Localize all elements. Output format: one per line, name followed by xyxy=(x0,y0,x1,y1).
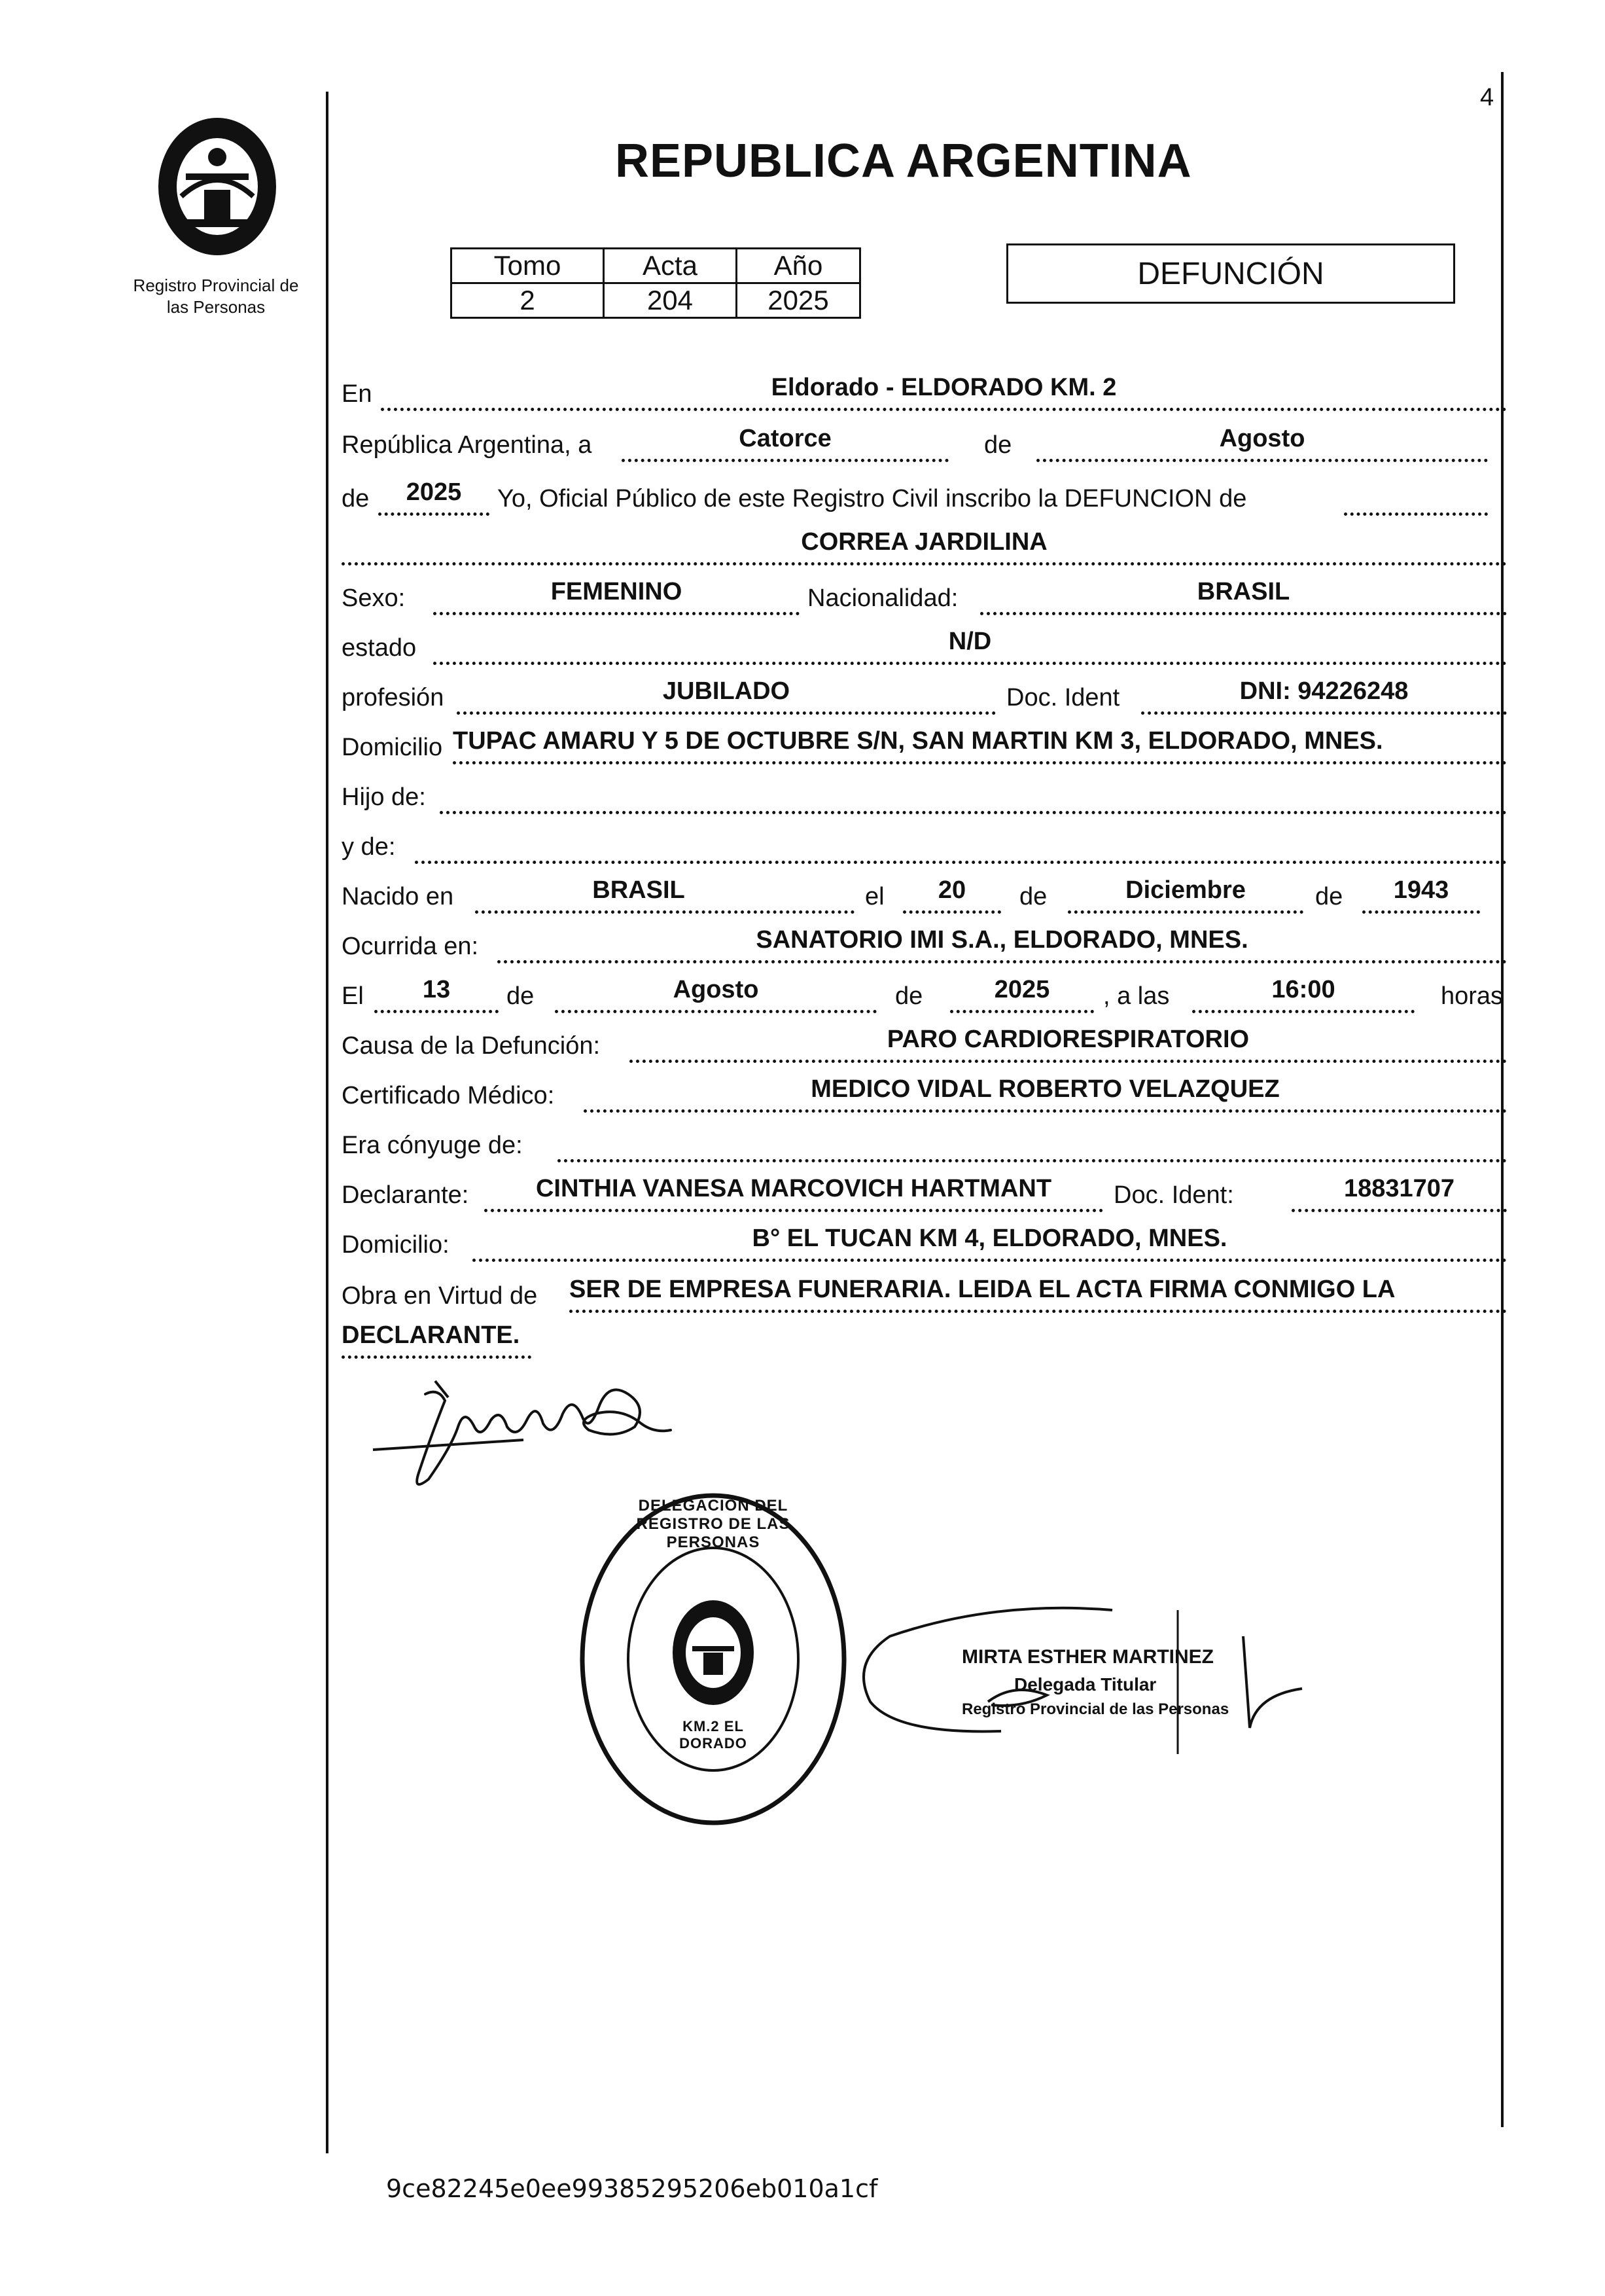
official-title: Delegada Titular xyxy=(1014,1674,1157,1695)
dotted-line xyxy=(433,662,1507,665)
row-declarante xyxy=(342,1169,1507,1213)
field-doc-ident: DNI: 94226248 xyxy=(1239,677,1409,705)
row-anio-inscripcion xyxy=(342,473,1507,517)
field-defuncion-dia: 13 xyxy=(422,976,451,1003)
seal-caption xyxy=(118,275,314,317)
label-de: de xyxy=(984,431,1012,459)
dotted-line xyxy=(622,459,949,462)
document-hash: 9ce82245e0ee99385295206eb010a1cf xyxy=(386,2174,878,2203)
label-de: de xyxy=(342,485,370,512)
record-table-header: Acta xyxy=(604,249,737,283)
label-y-de: y de: xyxy=(342,833,396,861)
label-certificado: Certificado Médico: xyxy=(342,1082,555,1109)
label-declarante: Declarante: xyxy=(342,1181,469,1209)
label-domicilio: Domicilio: xyxy=(342,1231,450,1259)
stamp-ring-text: DELEGACIÓN DEL REGISTRO DE LAS PERSONAS xyxy=(636,1497,790,1551)
label-causa: Causa de la Defunción: xyxy=(342,1032,601,1060)
page-number: 4 xyxy=(1480,84,1494,111)
dotted-line xyxy=(1036,459,1488,462)
row-y-de xyxy=(342,821,1507,865)
row-fecha-inscripcion xyxy=(342,419,1507,463)
record-table-header: Tomo xyxy=(451,249,604,283)
field-nacionalidad: BRASIL xyxy=(1197,578,1290,605)
label-ocurrida-en: Ocurrida en: xyxy=(342,933,479,960)
field-lugar: Eldorado - ELDORADO KM. 2 xyxy=(771,374,1117,401)
field-declarante-domicilio: B° EL TUCAN KM 4, ELDORADO, MNES. xyxy=(752,1225,1227,1252)
dotted-line xyxy=(457,711,996,715)
label-de: de xyxy=(895,982,923,1010)
record-type: DEFUNCIÓN xyxy=(1137,256,1324,291)
record-type-box xyxy=(1006,243,1455,304)
row-domicilio xyxy=(342,721,1507,766)
dotted-line xyxy=(1292,1209,1507,1212)
left-margin-line xyxy=(326,92,328,2153)
dotted-line xyxy=(497,960,1507,963)
row-profesion-doc xyxy=(342,672,1507,716)
dotted-line xyxy=(1068,910,1303,914)
field-declarante: CINTHIA VANESA MARCOVICH HARTMANT xyxy=(535,1175,1052,1202)
label-estado: estado xyxy=(342,634,417,662)
field-defuncion-hora: 16:00 xyxy=(1271,976,1335,1003)
official-stamp xyxy=(851,1597,1322,1774)
label-inscripcion-texto: Yo, Oficial Público de este Registro Civil inscribo la DEFUNCION de xyxy=(497,485,1247,512)
stamp-inner-text: KM.2 EL DORADO xyxy=(679,1718,747,1751)
row-nombre xyxy=(342,522,1507,567)
field-profesion: JUBILADO xyxy=(662,677,790,705)
dotted-line xyxy=(342,1355,531,1359)
label-profesion: profesión xyxy=(342,684,444,711)
record-table-header-row xyxy=(451,249,860,283)
row-nacimiento xyxy=(342,870,1507,915)
dotted-line xyxy=(1192,1010,1415,1013)
dotted-line xyxy=(555,1010,877,1013)
field-mes-inscripcion: Agosto xyxy=(1219,425,1305,452)
row-sexo-nacionalidad xyxy=(342,572,1507,617)
dotted-line xyxy=(472,1259,1507,1262)
official-name: MIRTA ESTHER MARTINEZ xyxy=(962,1646,1214,1668)
row-conyuge xyxy=(342,1119,1507,1164)
row-obra xyxy=(342,1270,1507,1314)
row-obra-cont xyxy=(342,1316,1507,1360)
field-nacimiento-anio: 1943 xyxy=(1393,876,1449,904)
label-el: El xyxy=(342,982,364,1010)
row-causa xyxy=(342,1020,1507,1064)
record-table-value-row xyxy=(451,283,860,318)
dotted-line xyxy=(484,1209,1103,1212)
label-hijo-de: Hijo de: xyxy=(342,783,426,811)
label-a-las: , a las xyxy=(1103,982,1170,1010)
row-certificado xyxy=(342,1069,1507,1114)
field-nacimiento-mes: Diciembre xyxy=(1125,876,1246,904)
dotted-line xyxy=(415,861,1507,864)
dotted-line xyxy=(374,1010,499,1013)
dotted-line xyxy=(557,1159,1507,1162)
label-nacionalidad: Nacionalidad: xyxy=(807,584,959,612)
dotted-line xyxy=(903,910,1001,914)
field-defuncion-mes: Agosto xyxy=(673,976,759,1003)
dotted-line xyxy=(381,408,1507,411)
label-sexo: Sexo: xyxy=(342,584,406,612)
official-office: Registro Provincial de las Personas xyxy=(962,1700,1229,1718)
dotted-line xyxy=(1141,711,1507,715)
seal-caption-line1: Registro Provincial de xyxy=(133,276,299,295)
label-horas: horas xyxy=(1441,982,1504,1010)
field-anio-inscripcion: 2025 xyxy=(406,478,462,506)
field-nombre: CORREA JARDILINA xyxy=(801,528,1048,556)
row-fecha-defuncion xyxy=(342,970,1507,1014)
record-table-header: Año xyxy=(737,249,860,283)
dotted-line xyxy=(584,1109,1507,1113)
record-table xyxy=(450,247,861,319)
dotted-line xyxy=(440,811,1507,814)
label-de: de xyxy=(506,982,535,1010)
dotted-line xyxy=(475,910,855,914)
dotted-line xyxy=(433,612,800,615)
field-dia-inscripcion: Catorce xyxy=(739,425,832,452)
field-ocurrida-en: SANATORIO IMI S.A., ELDORADO, MNES. xyxy=(756,926,1248,954)
anio-value: 2025 xyxy=(737,283,860,318)
label-doc-ident: Doc. Ident xyxy=(1006,684,1120,711)
provincial-seal-emblem xyxy=(145,105,289,262)
label-el: el xyxy=(865,883,885,910)
label-de: de xyxy=(1315,883,1343,910)
label-conyuge: Era cónyuge de: xyxy=(342,1132,523,1159)
row-hijo-de xyxy=(342,771,1507,816)
field-nacido-en: BRASIL xyxy=(592,876,685,904)
field-declarante-doc: 18831707 xyxy=(1343,1175,1455,1202)
label-doc-ident: Doc. Ident: xyxy=(1114,1181,1234,1209)
dotted-line xyxy=(629,1060,1507,1063)
field-domicilio: TUPAC AMARU Y 5 DE OCTUBRE S/N, SAN MARTIN KM 3, ELDORADO, MNES. xyxy=(453,727,1383,755)
page-title: REPUBLICA ARGENTINA xyxy=(615,135,1192,187)
label-en: En xyxy=(342,380,372,408)
row-estado xyxy=(342,622,1507,666)
row-ocurrida-en xyxy=(342,920,1507,965)
field-defuncion-anio: 2025 xyxy=(994,976,1050,1003)
label-domicilio: Domicilio xyxy=(342,734,443,761)
label-de: de xyxy=(1019,883,1048,910)
label-republica: República Argentina, a xyxy=(342,431,592,459)
label-nacido-en: Nacido en xyxy=(342,883,454,910)
row-declarante-domicilio xyxy=(342,1219,1507,1263)
dotted-line xyxy=(378,512,489,516)
row-lugar xyxy=(342,368,1507,412)
provincial-seal xyxy=(145,105,289,262)
dotted-line xyxy=(950,1010,1094,1013)
label-obra: Obra en Virtud de xyxy=(342,1282,538,1310)
dotted-line xyxy=(342,562,1507,565)
dotted-line xyxy=(569,1310,1507,1313)
field-obra-linea1: SER DE EMPRESA FUNERARIA. LEIDA EL ACTA FIRMA CONMIGO LA xyxy=(569,1276,1396,1303)
field-nacimiento-dia: 20 xyxy=(938,876,966,904)
seal-caption-line2: las Personas xyxy=(166,296,266,317)
dotted-line xyxy=(1362,910,1480,914)
dotted-line xyxy=(980,612,1507,615)
field-estado: N/D xyxy=(948,628,992,655)
field-causa: PARO CARDIORESPIRATORIO xyxy=(887,1026,1250,1053)
field-obra-linea2: DECLARANTE. xyxy=(342,1321,520,1349)
dotted-line xyxy=(1344,512,1488,516)
acta-value: 204 xyxy=(604,283,737,318)
tomo-value: 2 xyxy=(451,283,604,318)
declarant-signature xyxy=(366,1368,680,1499)
field-sexo: FEMENINO xyxy=(550,578,682,605)
registry-stamp xyxy=(576,1489,851,1829)
dotted-line xyxy=(453,761,1507,764)
field-certificado: MEDICO VIDAL ROBERTO VELAZQUEZ xyxy=(811,1075,1280,1103)
